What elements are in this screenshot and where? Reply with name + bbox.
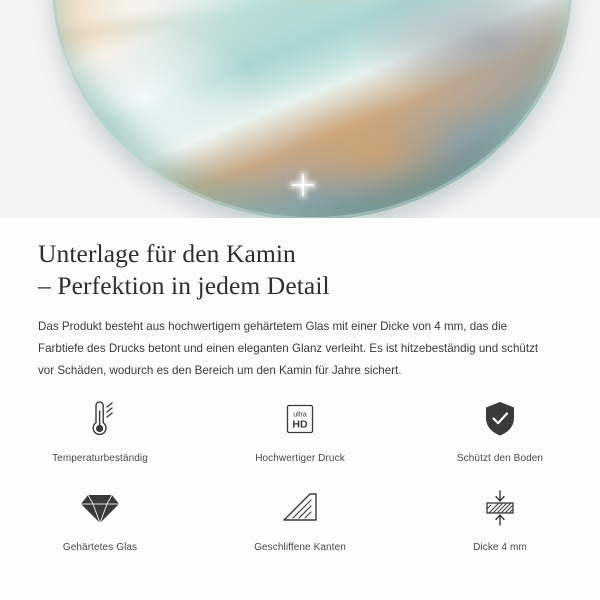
feature-item-temperature [0,395,200,464]
body-paragraph: Das Produkt besteht aus hochwertigem gehärtetem Glas mit einer Dicke von 4 mm, das die Farbtiefe des Drucks betont und einen eleganten Glanz verleiht. Es ist hitzebeständig und schützt vor Schäden, wodurch es den Bereich um den Kamin für Jahre sichert. [38,320,539,377]
svg-text:HD: HD [292,418,308,431]
feature-item-print-quality [200,395,400,464]
feature-item-tempered-glass [0,484,200,553]
thickness-arrows-icon [474,484,526,532]
feature-label: Geschliffene Kanten [254,542,346,553]
hero-image [0,0,600,218]
page-title [0,218,600,302]
polished-edges-icon [274,484,326,532]
diamond-icon [74,484,126,532]
feature-label: Temperaturbeständig [52,453,148,464]
feature-label: Dicke 4 mm [473,542,527,553]
svg-text:ultra: ultra [293,411,307,419]
ultra-hd-icon [274,395,326,443]
feature-label: Gehärtetes Glas [62,542,138,553]
feature-grid [0,395,600,553]
thermometer-icon [74,395,126,443]
feature-label: Schützt den Boden [456,453,544,464]
feature-item-floor-protection [400,395,600,464]
feature-label: Hochwertiger Druck [255,453,345,464]
text-block [0,218,600,382]
feature-item-thickness [400,484,600,553]
feature-item-polished-edges [200,484,400,553]
glass-plate-image [52,0,572,218]
headline-line-2: – Perfektion in jedem Detail [38,271,330,300]
headline-line-1: Unterlage für den Kamin [38,239,296,268]
shield-check-icon [474,395,526,443]
